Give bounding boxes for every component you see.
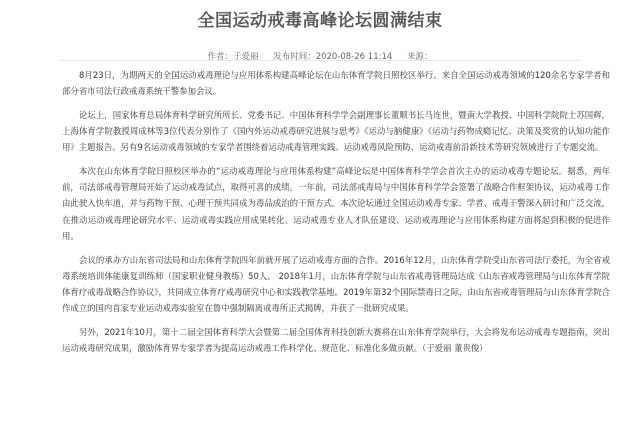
divider (60, 60, 580, 61)
article-author: 作者：于爱丽 (207, 52, 259, 62)
article-paragraph: 论坛上，国家体育总局体育科学研究所所长、党委书记、中国体育科学学会副理事长董顺书长马连世，暨南大学教授、中国科学院院士苏国辉，上海体育学院教授周成林等3位代表分别作了《国内外运动戒毒研究进展与思考》《运动与脑健康》《运动与药物成瘾记忆、决策及奖赏的认知功能作用》主题报告。另有9名运动戒毒领域的专家学者围绕着运动戒毒管理实践、运动戒毒风险预防、运动戒毒前沿新技术等研究领域进行了专题交流。 (62, 109, 610, 153)
article-paragraph: 本次在山东体育学院日照校区举办的“运动戒毒理论与应用体系构建”高峰论坛是中国体育科学学会首次主办的运动戒毒专题论坛。据悉，两年前，司法部戒毒管理局开始了运动戒毒试点，取得可喜的成绩。一年前，司法部戒毒局与中国体育科学学会签署了战略合作框架协议，运动戒毒工作由此驶入快车道，并与药物干预、心理干预共同成为毒品成治的干预方式。本次论坛通过全国运动戒毒专家、学者、戒毒干警深入研讨和广泛交流，在推动运动戒毒理论研究水平、运动戒毒实践应用成果转化、运动戒毒专业人才队伍建设、运动戒毒理论与应用体系构建方面将起到积极的促进作用。 (62, 166, 610, 241)
article-paragraph: 8月23日，为期两天的全国运动戒毒理论与应用体系构建高峰论坛在山东体育学院日照校区举行。来自全国运动戒毒领域的120余名专家学者和部分省市司法行政戒毒系统干警参加会议。 (62, 70, 610, 97)
article-title: 全国运动戒毒高峰论坛圆满结束 (197, 11, 443, 31)
article-paragraph: 另外，2021年10月，第十二届全国体育科学大会暨第二届全国体育科技创新大赛将在山东体育学院举行，大会将发布运动戒毒专题指南，突出运动戒毒研究成果，激励体育界专家学者为提高运动戒毒工作科学化、规范化、标准化多做贡献。（于爱丽 董贵俊） (62, 326, 610, 354)
article-source: 来源： (407, 52, 433, 62)
article-body (62, 67, 610, 364)
article-paragraph: 会议的承办方山东省司法局和山东体育学院四年前就开展了运动戒毒方面的合作。2016年12月，山东体育学院受山东省司法厅委托，为全省戒毒系统培训体能康复训练师（国家职业健身教练）50人。 2018年1月，山东体育学院与山东省戒毒管理局达成《山东省戒毒管理局与山东体育学院体育疗戒毒战略合作协议》，共同成立体育疗戒毒研究中心和实践教学基地。2019年第32个国际禁毒日之际，由山东省戒毒管理局与山东体育学院合作成立的国内首家专业运动戒毒实验室在鲁中强制隔离戒毒所正式揭牌，并获了一批研究成果。 (62, 254, 610, 314)
article-publish-time: 发布时间：2020-08-26 11:14 (273, 52, 393, 62)
